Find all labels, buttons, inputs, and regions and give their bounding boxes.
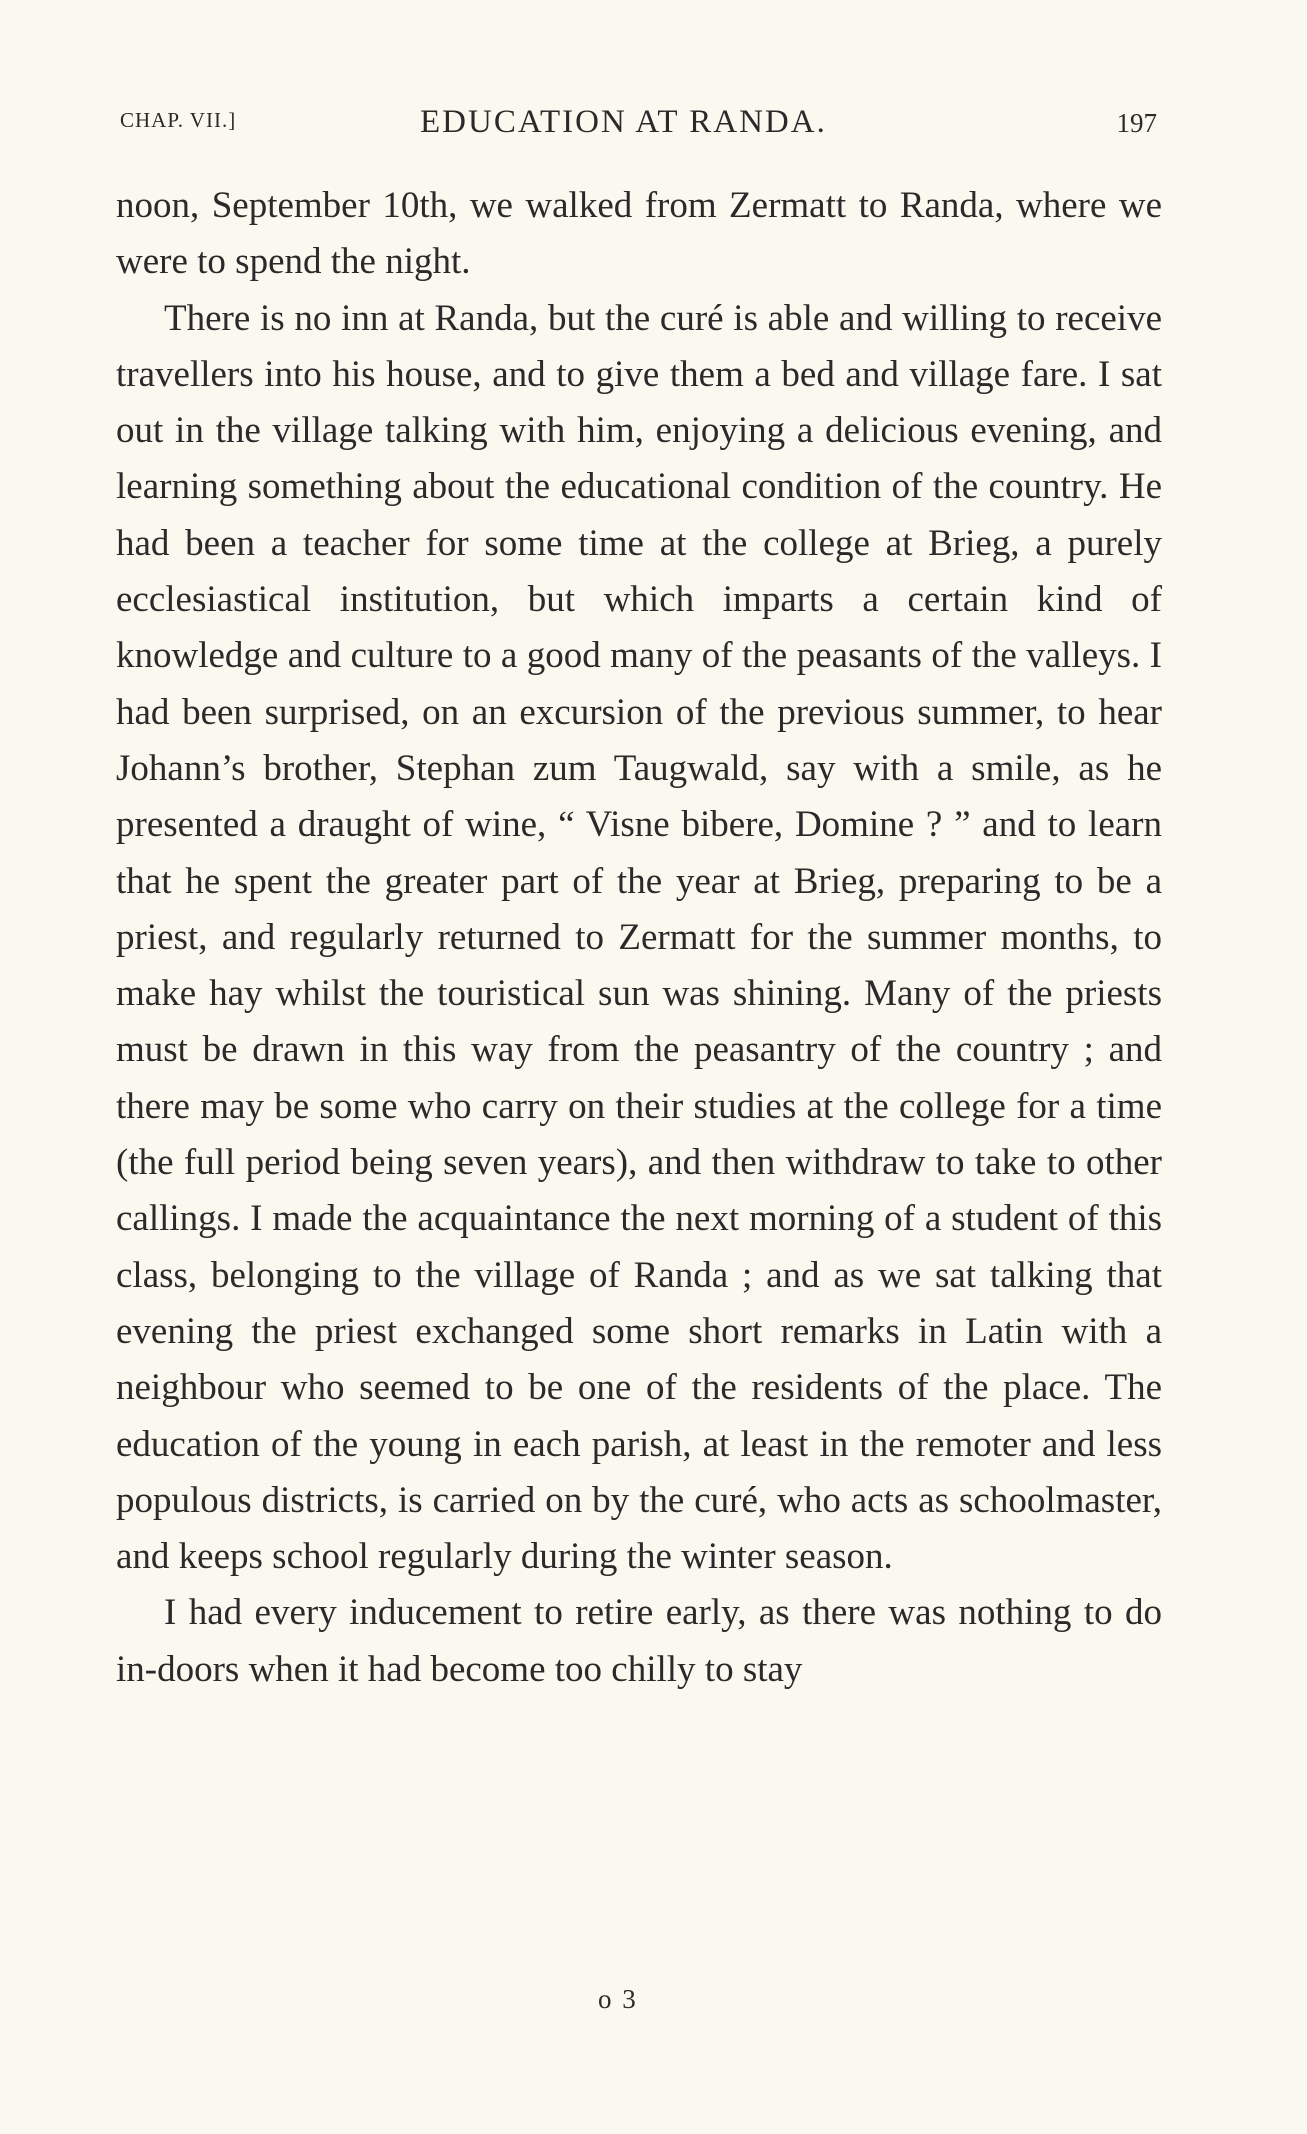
chapter-label: CHAP. VII.] bbox=[120, 108, 237, 132]
page-number: 197 bbox=[1116, 108, 1157, 138]
paragraph-continued: noon, September 10th, we walked from Zermatt to Randa, where we were to spend the night. bbox=[116, 185, 1162, 283]
paragraph-retire-early: I had every inducement to retire early, as there was nothing to do in-doors when it had become too chilly to stay bbox=[116, 1592, 1162, 1690]
paragraph-randa-cure: There is no inn at Randa, but the curé is able and willing to receive travellers into his house, and to give them a bed and village fare. I sat out in the village talking with him, enjoying a delicious evening, and learning something about the educational condition of the country. He had been a teacher for some time at the college at Brieg, a purely ecclesiastical institution, but which imparts a certain kind of knowledge and culture to a good many of the peasants of the valleys. I had been surprised, on an excursion of the previous summer, to hear Johann’s brother, Stephan zum Taugwald, say with a smile, as he presented a draught of wine, “ Visne bibere, Domine ? ” and to learn that he spent the greater part of the year at Brieg, preparing to be a priest, and regularly returned to Zermatt for the summer months, to make hay whilst the touristical sun was shining. Many of the priests must be drawn in this way from the peasantry of the country ; and there may be some who carry on their studies at the college for a time (the full period being seven years), and then withdraw to take to other callings. I made the acquaintance the next morning of a student of this class, belonging to the village of Randa ; and as we sat talking that evening the priest exchanged some short remarks in Latin with a neighbour who seemed to be one of the residents of the place. The education of the young in each parish, at least in the remoter and less populous districts, is carried on by the curé, who acts as schoolmaster, and keeps school regularly during the winter season. bbox=[116, 297, 1162, 1578]
running-head bbox=[120, 104, 1157, 144]
page-title: EDUCATION AT RANDA. bbox=[420, 104, 827, 140]
body-text bbox=[116, 178, 1162, 1698]
signature-mark: o 3 bbox=[598, 1984, 638, 2014]
